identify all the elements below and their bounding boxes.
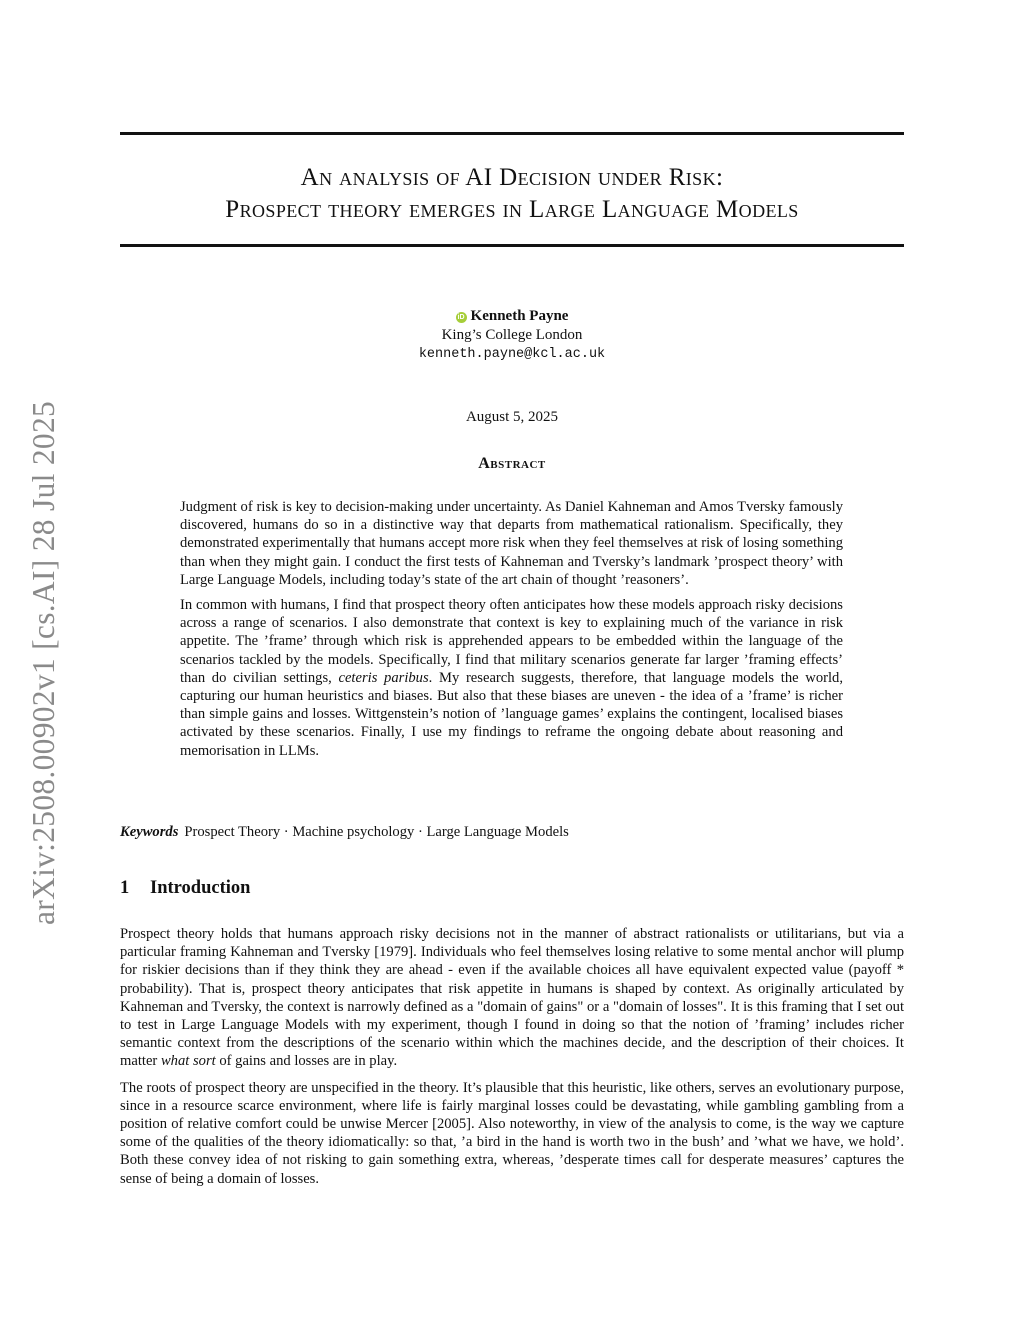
section-title: Introduction xyxy=(150,878,251,898)
author-email[interactable]: kenneth.payne@kcl.ac.uk xyxy=(418,347,606,362)
section-heading-introduction xyxy=(120,878,904,899)
abstract-body xyxy=(180,498,843,767)
keywords-label: Keywords xyxy=(120,824,179,840)
intro-italic-phrase: what sort xyxy=(160,1053,216,1070)
arxiv-identifier: arXiv:2508.00902v1 [cs.AI] 28 Jul 2025 xyxy=(26,400,61,926)
title-line-1: An analysis of AI Decision under Risk: xyxy=(300,164,724,191)
abstract-heading: Abstract xyxy=(478,455,546,472)
abstract-paragraph-1: Judgment of risk is key to decision-making under uncertainty. As Daniel Kahneman and Amos Tversky famously discovered, humans do so in a distinctive way that departs from mathematical rationalism. Specifically, they demonstrated experimentally that humans accept more risk when they feel themselves at risk of losing something than when they might gain. I conduct the first tests of Kahneman and Tversky’s landmark ’prospect theory’ with Large Language Models, including today’s state of the art chain of thought ’reasoners’. xyxy=(180,499,843,588)
paper-date: August 5, 2025 xyxy=(465,409,559,425)
author-affiliation: King’s College London xyxy=(441,327,583,343)
keywords xyxy=(120,824,904,841)
orcid-icon[interactable]: iD xyxy=(457,314,465,321)
abstract-paragraph-2: In common with humans, I find that prospect theory often anticipates how these models approach risky decisions across a range of scenarios. I also demonstrate that context is key to explaining much of the variance in risk appetite. The ’frame’ through which risk is apprehended appears to be embedded within the language of the scenarios tackled by the models. Specifically, I find that military scenarios generate far larger ’framing effects’ than do civilian settings, ceteris paribus. My research suggests, therefore, that language models the world, capturing our human heuristics and biases. But also that these biases are uneven - the idea of a ’frame’ is richer than simple gains and losses. Wittgenstein’s notion of ’language games’ explains the contingent, localised biases activated by these scenarios. Finally, I use my findings to reframe the ongoing debate about reasoning and memorisation in LLMs. xyxy=(180,597,843,759)
author-block xyxy=(120,307,904,364)
title-bottom-rule xyxy=(120,244,904,247)
author-name: Kenneth Payne xyxy=(470,308,569,324)
introduction-paragraph-1: Prospect theory holds that humans approach risky decisions not in the manner of abstract rationalists or utilitarians, but via a particular framing Kahneman and Tversky [1979]. Individuals who feel themselves losing relative to some mental anchor will plump for riskier decisions than if they think they are ahead - even if the available choices all have equivalent expected value (payoff * probability). That is, prospect theory anticipates that risk appetite in humans is shaped by context. As originally articulated by Kahneman and Tversky, the context is narrowly defined as a "domain of gains" or a "domain of losses". It is this framing that I set out to test in Large Language Models with my experiment, though I found in doing so that the notion of ’framing’ includes richer semantic context from the descriptions of the scenario within which the machines decide, and the description of their choices. It matter what sort of gains and losses are in play. xyxy=(120,926,904,1070)
keywords-text: Prospect Theory · Machine psychology · Large Language Models xyxy=(184,824,569,840)
section-number: 1 xyxy=(120,878,130,898)
arxiv-side-stamp xyxy=(22,380,66,946)
abstract-italic-phrase: ceteris paribus xyxy=(338,669,429,686)
title-line-2: Prospect theory emerges in Large Language Models xyxy=(225,196,799,223)
paper-title xyxy=(120,162,904,226)
introduction-body xyxy=(120,925,904,1196)
title-top-rule xyxy=(120,132,904,135)
introduction-paragraph-2: The roots of prospect theory are unspecified in the theory. It’s plausible that this heuristic, like others, serves an evolutionary purpose, since in a resource scarce environment, where life is fairly marginal losses could be devastating, while gambling gambling from a position of relative comfort could be unwise Mercer [2005]. Also noteworthy, in view of the analysis to come, is the way we capture some of the qualities of the theory idiomatically: so that, ’a bird in the hand is worth two in the bush’ and ’what we have, we hold’. Both these convey idea of not risking to gain something extra, whereas, ’desperate times call for desperate measures’ captures the sense of being a domain of losses. xyxy=(120,1079,904,1187)
